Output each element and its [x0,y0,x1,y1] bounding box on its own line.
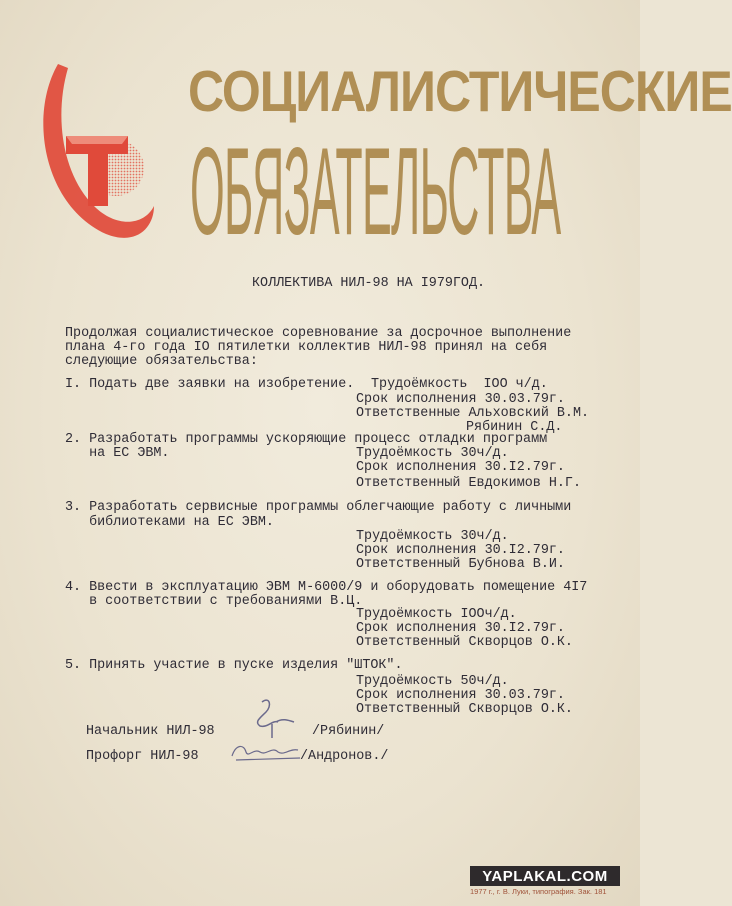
item-1-deadline: Срок исполнения 30.03.79г. [356,392,565,407]
item-4-labor: Трудоёмкость IOOч/д. [356,607,517,622]
item-5-labor: Трудоёмкость 50ч/д. [356,674,509,689]
item-2-text-1: 2. Разработать программы ускоряющие процесс отладки программ [65,432,548,447]
item-1-responsible: Ответственные Альховский В.М. [356,406,590,421]
handwritten-signature-2 [226,738,304,764]
item-4-text-2: в соответствии с требованиями В.Ц. [65,594,363,609]
item-5-deadline: Срок исполнения 30.03.79г. [356,688,565,703]
item-2-labor: Трудоёмкость 30ч/д. [356,446,509,461]
item-4-deadline: Срок исполнения 30.I2.79г. [356,621,565,636]
item-3-text-2: библиотеками на ЕС ЭВМ. [65,515,274,530]
intro-line-2: плана 4-го года IO пятилетки коллектив НИЛ-98 принял на себя [65,340,548,355]
signature-role-2: Профорг НИЛ-98 [86,749,199,764]
item-1-labor: Трудоёмкость IOO ч/д. [371,377,548,392]
item-2-text-2: на ЕС ЭВМ. [65,446,170,461]
item-2-deadline: Срок исполнения 30.I2.79г. [356,460,565,475]
title-line-1: СОЦИАЛИСТИЧЕСКИЕ [188,59,732,124]
item-3-deadline: Срок исполнения 30.I2.79г. [356,543,565,558]
signature-role-1: Начальник НИЛ-98 [86,724,215,739]
item-3-labor: Трудоёмкость 30ч/д. [356,529,509,544]
intro-line-1: Продолжая социалистическое соревнование за досрочное выполнение [65,326,572,341]
subtitle: КОЛЛЕКТИВА НИЛ-98 НА I979ГОД. [252,276,486,291]
watermark-badge: YAPLAKAL.COM [470,866,620,886]
item-5-responsible: Ответственный Скворцов О.К. [356,702,573,717]
handwritten-signature-1 [242,692,302,742]
hammer-sickle-emblem-icon [36,56,156,246]
item-4-responsible: Ответственный Скворцов О.К. [356,635,573,650]
title-line-2: ОБЯЗАТЕЛЬСТВА [190,124,561,262]
item-5-text: 5. Принять участие в пуске изделия "ШТОК". [65,658,403,673]
item-1-text: I. Подать две заявки на изобретение. [65,377,355,392]
signature-name-2: /Андронов./ [300,749,389,764]
item-1-responsible-2: Рябинин С.Д. [466,420,563,435]
item-3-responsible: Ответственный Бубнова В.И. [356,557,565,572]
intro-line-3: следующие обязательства: [65,354,258,369]
item-3-text-1: 3. Разработать сервисные программы облегчающие работу с личными [65,500,572,515]
item-4-text-1: 4. Ввести в эксплуатацию ЭВМ М-6000/9 и оборудовать помещение 4I7 [65,580,588,595]
item-2-responsible: Ответственный Евдокимов Н.Г. [356,476,581,491]
printer-imprint: 1977 г., г. В. Луки, типография. Зак. 181 [470,887,607,896]
signature-name-1: /Рябинин/ [312,724,385,739]
